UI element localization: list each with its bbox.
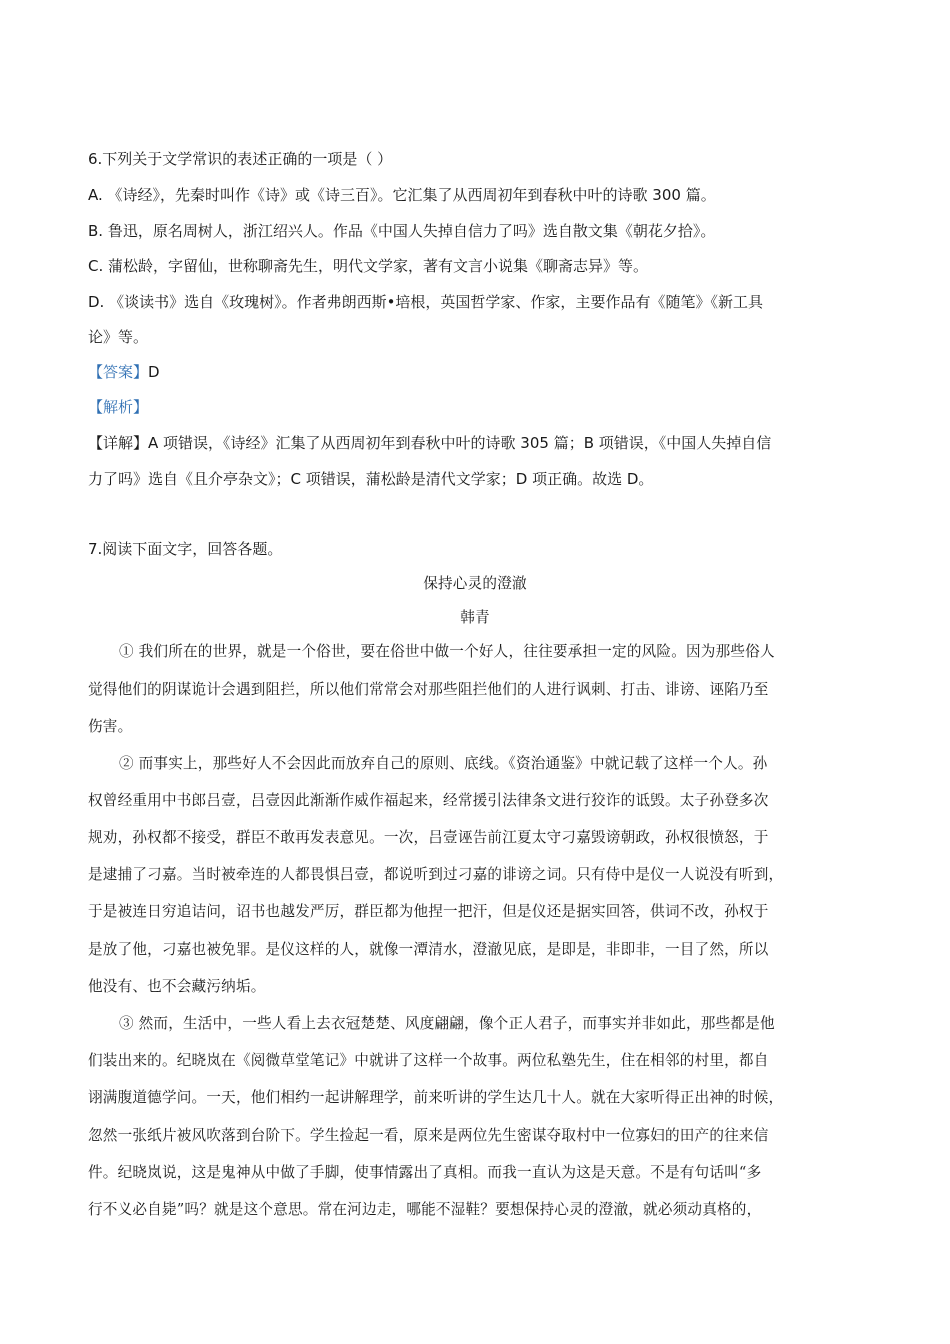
- answer-value: D: [148, 363, 160, 381]
- analysis-tag: 【解析】: [88, 398, 149, 416]
- p3-line-3: 诩满腹道德学问。一天，他们相约一起讲解理学，前来听讲的学生达几十人。就在大家听得正出神的时候，: [88, 1089, 784, 1106]
- p3-line-5: 件。纪晓岚说，这是鬼神从中做了手脚，使事情露出了真相。而我一直认为这是天意。不是有句话叫“多: [88, 1164, 762, 1181]
- q6-answer: [88, 362, 160, 382]
- p3-line-6: 行不义必自毙”吗？就是这个意思。常在河边走，哪能不湿鞋？要想保持心灵的澄澈，就必须动真格的，: [88, 1201, 762, 1218]
- p3-line-4: 忽然一张纸片被风吹落到台阶下。学生捡起一看，原来是两位先生密谋夺取村中一位寡妇的田产的往来信: [88, 1127, 769, 1144]
- p1-line-1: ① 我们所在的世界，就是一个俗世，要在俗世中做一个好人，往往要承担一定的风险。因为那些俗人: [119, 643, 775, 660]
- article-author: 韩青: [460, 609, 490, 626]
- p2-line-2: 权曾经重用中书郎吕壹，吕壹因此渐渐作威作福起来，经常援引法律条文进行狡诈的诋毁。太子孙登多次: [88, 792, 769, 809]
- p2-line-7: 他没有、也不会藏污纳垢。: [88, 978, 266, 995]
- q7-stem: 7.阅读下面文字，回答各题。: [88, 540, 283, 558]
- p2-line-1: ② 而事实上，那些好人不会因此而放弃自己的原则、底线。《资治通鉴》中就记载了这样一个人。孙: [119, 755, 768, 772]
- q6-option-d: D. 《谈读书》选自《玫瑰树》。作者弗朗西斯•培根，英国哲学家、作家，主要作品有《随笔》《新工具: [88, 293, 763, 311]
- article-title: 保持心灵的澄澈: [423, 575, 527, 592]
- p2-line-6: 是放了他，刁嘉也被免罪。是仪这样的人，就像一潭清水，澄澈见底，是即是，非即非，一目了然，所以: [88, 941, 769, 958]
- answer-tag: 【答案】: [88, 363, 149, 381]
- p1-line-2: 觉得他们的阴谋诡计会遇到阻拦，所以他们常常会对那些阻拦他们的人进行讽刺、打击、诽谤、诬陷乃至: [88, 681, 769, 698]
- p1-line-3: 伤害。: [88, 718, 133, 735]
- p2-line-4: 是逮捕了刁嘉。当时被牵连的人都畏惧吕壹，都说听到过刁嘉的诽谤之词。只有侍中是仪一人说没有听到，: [88, 866, 784, 883]
- p3-line-1: ③ 然而，生活中，一些人看上去衣冠楚楚、风度翩翩，像个正人君子，而事实并非如此，那些都是他: [119, 1015, 775, 1032]
- q6-detail-line-1: 【详解】A 项错误，《诗经》汇集了从西周初年到春秋中叶的诗歌 305 篇；B 项错误，《中国人失掉自信: [88, 434, 772, 452]
- q6-option-d-cont: 论》等。: [88, 328, 149, 346]
- q6-detail-line-2: 力了吗》选自《且介亭杂文》；C 项错误，蒲松龄是清代文学家；D 项正确。故选 D。: [88, 470, 654, 488]
- q6-option-a: A. 《诗经》，先秦时叫作《诗》或《诗三百》。它汇集了从西周初年到春秋中叶的诗歌 300 篇。: [88, 186, 716, 204]
- q6-option-c: C. 蒲松龄，字留仙，世称聊斋先生，明代文学家，著有文言小说集《聊斋志异》等。: [88, 257, 649, 275]
- p2-line-5: 于是被连日穷追诘问，诏书也越发严厉，群臣都为他捏一把汗，但是仪还是据实回答，供词不改，孙权于: [88, 903, 769, 920]
- p3-line-2: 们装出来的。纪晓岚在《阅微草堂笔记》中就讲了这样一个故事。两位私塾先生，住在相邻的村里，都自: [88, 1052, 769, 1069]
- q6-option-b: B. 鲁迅，原名周树人，浙江绍兴人。作品《中国人失掉自信力了吗》选自散文集《朝花夕拾》。: [88, 222, 716, 240]
- p2-line-3: 规劝，孙权都不接受，群臣不敢再发表意见。一次，吕壹诬告前江夏太守刁嘉毁谤朝政，孙权很愤怒，于: [88, 829, 769, 846]
- q6-stem: 6.下列关于文学常识的表述正确的一项是（ ）: [88, 150, 393, 168]
